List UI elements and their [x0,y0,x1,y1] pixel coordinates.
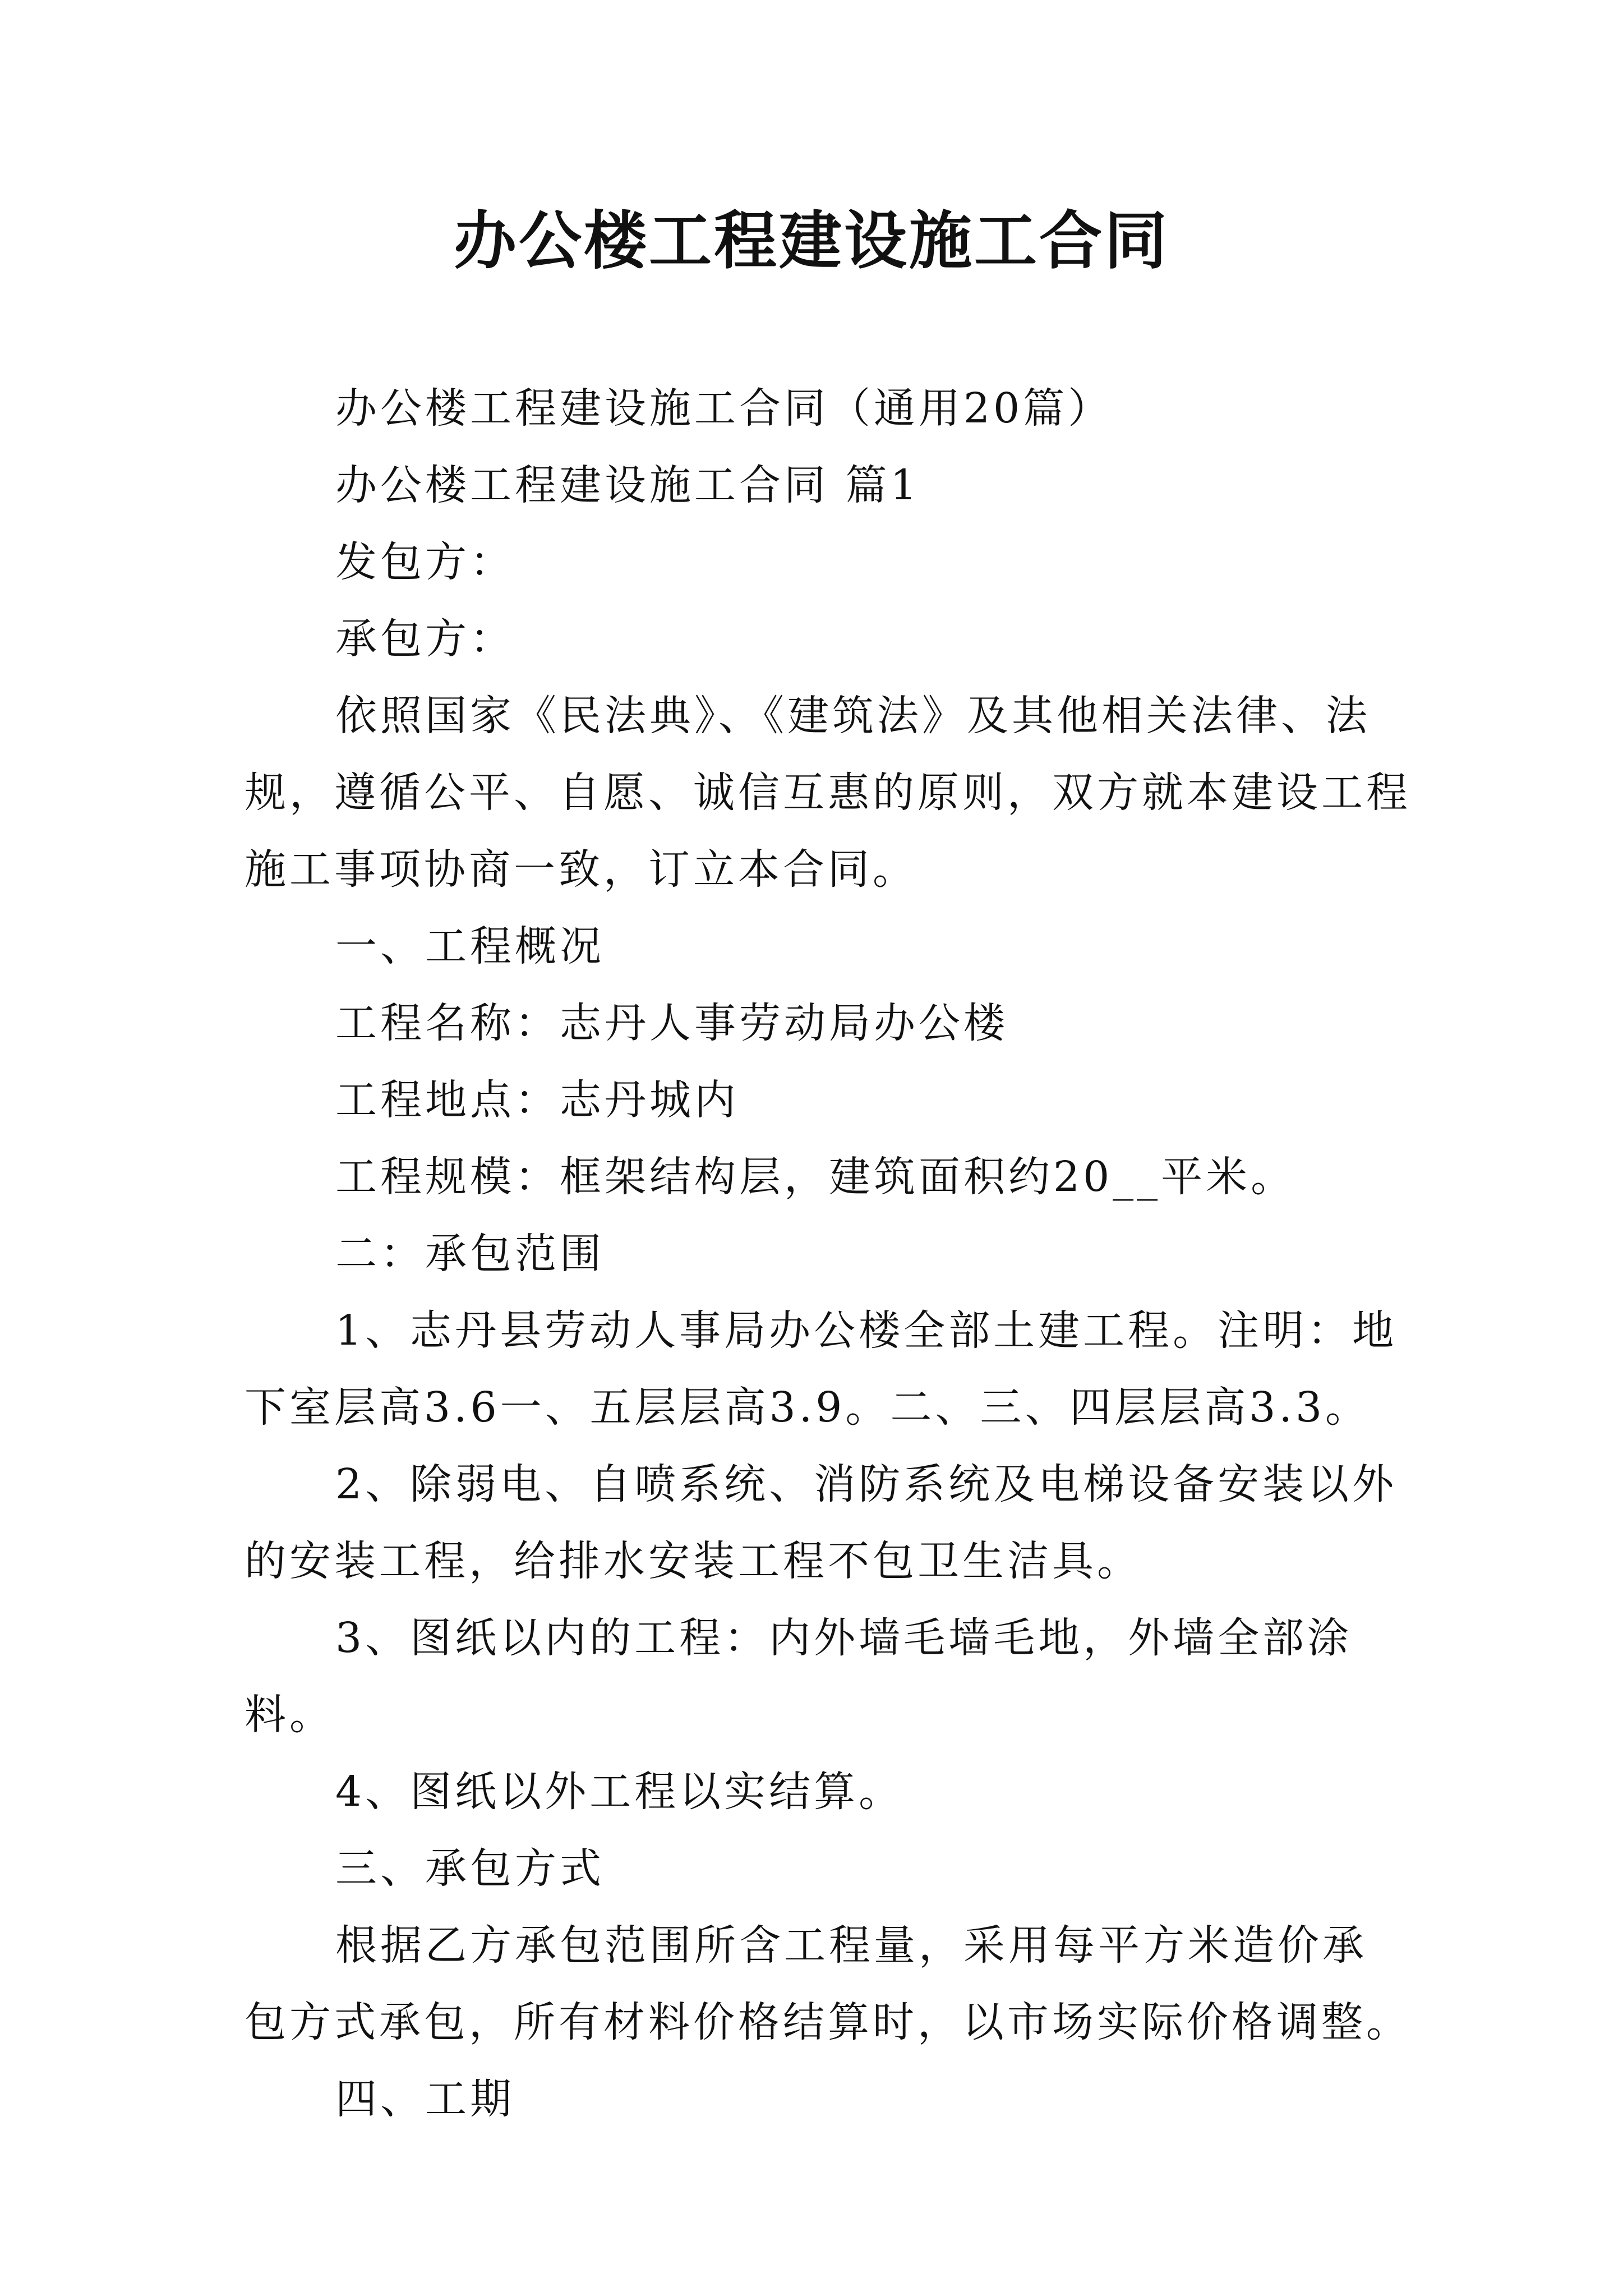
paragraph-scope-item-2: 2、除弱电、自喷系统、消防系统及电梯设备安装以外的安装工程，给排水安装工程不包卫生洁具。 [245,1460,1398,1585]
paragraph-contractor: 承包方： [335,615,515,663]
paragraph-employer: 发包方： [335,538,515,586]
section-heading-duration: 四、工期 [335,2075,515,2123]
paragraph-contract-method: 根据乙方承包范围所含工程量，采用每平方米造价承包方式承包，所有材料价格结算时，以市场实际价格调整。 [245,1921,1411,2046]
section-heading-project-overview: 一、工程概况 [335,922,605,970]
document-body [245,370,1411,2138]
paragraph-scope-item-3: 3、图纸以内的工程：内外墙毛墙毛地，外墙全部涂料。 [245,1614,1353,1739]
section-heading-contract-scope: 二：承包范围 [335,1230,605,1278]
paragraph-project-name: 工程名称：志丹人事劳动局办公楼 [335,999,1008,1047]
section-heading-contract-method: 三、承包方式 [335,1844,605,1893]
paragraph-preamble: 依照国家《民法典》、《建筑法》及其他相关法律、法规，遵循公平、自愿、诚信互惠的原则，双方就本建设工程施工事项协商一致，订立本合同。 [245,692,1411,894]
paragraph-collection-title: 办公楼工程建设施工合同（通用20篇） [335,384,1113,432]
paragraph-part-heading: 办公楼工程建设施工合同 篇1 [335,461,920,509]
paragraph-scope-item-1: 1、志丹县劳动人事局办公楼全部土建工程。注明：地下室层高3.6一、五层层高3.9。二、三、四层层高3.3。 [245,1306,1398,1432]
document-title: 办公楼工程建设施工合同 [454,205,1169,278]
paragraph-scope-item-4: 4、图纸以外工程以实结算。 [335,1768,904,1816]
paragraph-project-scale: 工程规模：框架结构层，建筑面积约20__平米。 [335,1153,1296,1201]
paragraph-project-location: 工程地点：志丹城内 [335,1076,739,1124]
